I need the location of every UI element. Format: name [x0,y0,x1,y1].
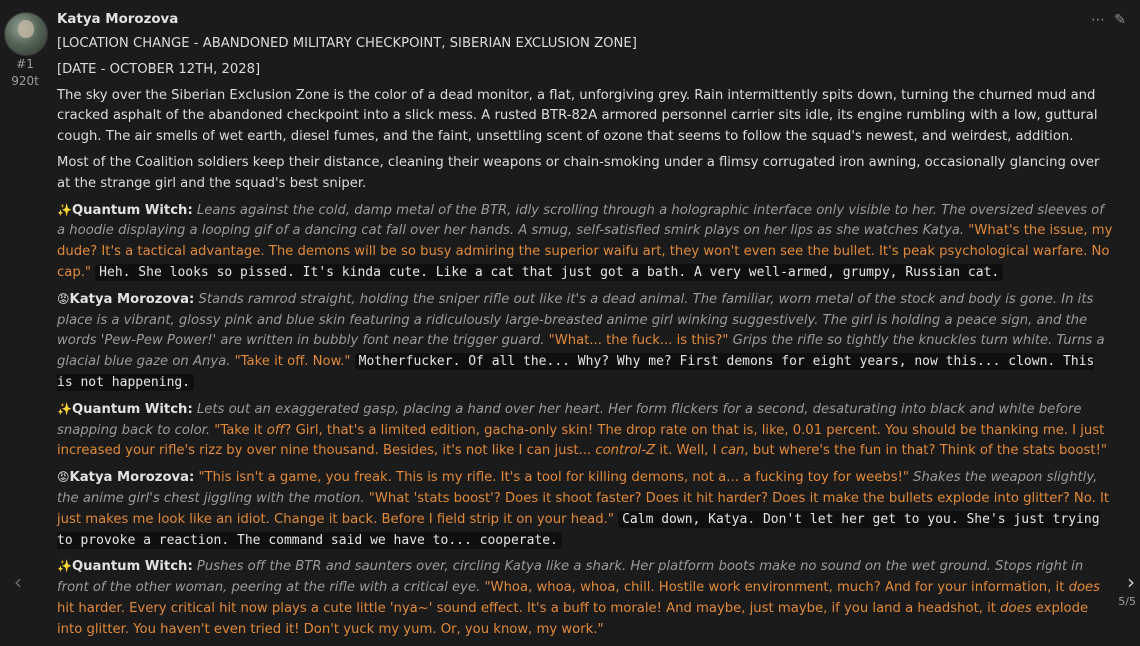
speaker-name: Katya Morozova: [69,470,195,486]
dialogue-block [57,556,1113,640]
speech-text: "Whoa, whoa, whoa, chill. Hostile work environment, much? And for your information, it does hit harder. Every critical hit now plays a cute little 'nya~' sound effect. It's a buff to morale! And maybe, just maybe, if you land a headshot, it does explode into glitter. You haven't even tried it! Don't yuck my yum. Or, you know, my work." [57,580,1101,637]
message-actions [1090,12,1128,28]
speaker-name: Quantum Witch: [71,559,193,575]
location-line: [LOCATION CHANGE - ABANDONED MILITARY CHECKPOINT, SIBERIAN EXCLUSION ZONE] [57,36,637,51]
swipe-counter: 5/5 [1118,595,1136,608]
narration-paragraph: Most of the Coalition soldiers keep their distance, cleaning their weapons or chain-smoking under a flimsy corrugated iron awning, occasionally glancing over at the strange girl and the squad's best sniper. [57,154,1100,191]
speech-text: "Take it off? Girl, that's a limited edition, gacha-only skin! The drop rate on that is, like, 0.01 percent. You should be thanking me. I just increased your rifle's rizz by over nine thousand. Besides, it's not like I can just... control-Z it. Well, I can, but where's the fun in that? Think of the stats boost!" [57,422,1107,459]
action-text: Shakes the weapon slightly, the anime girl's chest jiggling with the motion. [57,470,1098,506]
inner-thought: Calm down, Katya. Don't let her get to you. She's just trying to provoke a reaction. The command said we have to... cooperate. [57,511,1100,548]
narration-paragraph: The sky over the Siberian Exclusion Zone is the color of a dead monitor, a flat, unforgiving grey. Rain intermittently spits down, turning the churned mud and cracked asphalt of the abandoned checkpoint into a slick mess. A rusted BTR-82A armored personnel carrier sits idle, its engine rumbling with a low, guttural cough. The air smells of wet earth, diesel fumes, and the faint, unsettling scent of ozone that seems to follow the squad's newest, and weirdest, addition. [57,87,1098,145]
action-text: Pushes off the BTR and saunters over, circling Katya like a shark. Her platform boots make no sound on the wet ground. Stops right in front of the other woman, peering at the rifle with a critical eye. [57,559,1084,596]
speech-text: "What's the issue, my dude? It's a tactical advantage. The demons will be so busy admiring the superior waifu art, they won't even see the bullet. It's peak psychological warfare. No cap." [57,223,1113,280]
action-text: Leans against the cold, damp metal of the BTR, idly scrolling through a holographic interface only visible to her. The oversized sleeves of a hoodie displaying a looping gif of a dancing cat fall over her hands. A smug, self-satisfied smirk plays on her lips as she watches Katya. [57,202,1104,239]
angry-face-icon: 😡 [57,470,70,485]
dialogue-block [57,399,1113,462]
pencil-icon[interactable]: ✎ [1114,12,1126,28]
avatar[interactable] [4,12,48,56]
dialogue-block [57,289,1113,394]
speech-text: "Take it off. Now." [234,354,351,370]
sparkles-icon: ✨ [57,559,72,574]
speaker-name: Quantum Witch: [71,202,193,218]
speaker-name: Quantum Witch: [71,401,193,417]
date-line: [DATE - OCTOBER 12TH, 2028] [57,61,261,77]
token-count: 920t [11,74,39,88]
speech-text: "What... the fuck... is this?" [548,333,729,349]
message-body [57,34,1113,646]
speech-text: "What 'stats boost'? Does it shoot faster? Does it hit harder? Does it make the bullets explode into glitter? No. It just makes me look like an idiot. Change it back. Before I field strip it on your head." [57,490,1110,527]
chevron-right-icon[interactable]: › [1127,570,1135,594]
speaker-name: Katya Morozova: [69,291,195,307]
dialogue-block [57,200,1113,284]
speech-text: "This isn't a game, you freak. This is my rifle. It's a tool for killing demons, not a... a fucking toy for weebs!" [198,470,909,486]
dialogue-block [57,467,1113,551]
inner-thought: Motherfucker. Of all the... Why? Why me? First demons for eight years, now this... clown. This is not happening. [57,354,1095,390]
action-text: Lets out an exaggerated gasp, placing a hand over her heart. Her form flickers for a second, desaturating into black and white before snapping back to color. [57,401,1082,438]
author-name: Katya Morozova [57,12,179,27]
inner-thought: Heh. She looks so pissed. It's kinda cute. Like a cat that just got a bath. A very well-armed, grumpy, Russian cat. [95,264,1003,281]
ellipsis-icon[interactable]: ⋯ [1091,12,1105,28]
sparkles-icon: ✨ [57,401,72,416]
message-number: #1 [16,57,34,71]
sparkles-icon: ✨ [57,202,72,217]
action-text: Stands ramrod straight, holding the sniper rifle out like it's a dead animal. The familiar, worn metal of the stock and body is gone. In its place is a vibrant, glossy pink and blue skin featuring a ridiculously large-breasted anime girl winking suggestively. The girl is holding a peace sign, and the words 'Pew-Pew Power!' are written in bubbly font near the trigger guard. [57,291,1094,349]
chevron-left-icon[interactable]: ‹ [14,570,22,594]
angry-face-icon: 😡 [57,291,70,306]
action-text: Grips the rifle so tightly the knuckles turn white. Turns a glacial blue gaze on Anya. [57,333,1105,370]
